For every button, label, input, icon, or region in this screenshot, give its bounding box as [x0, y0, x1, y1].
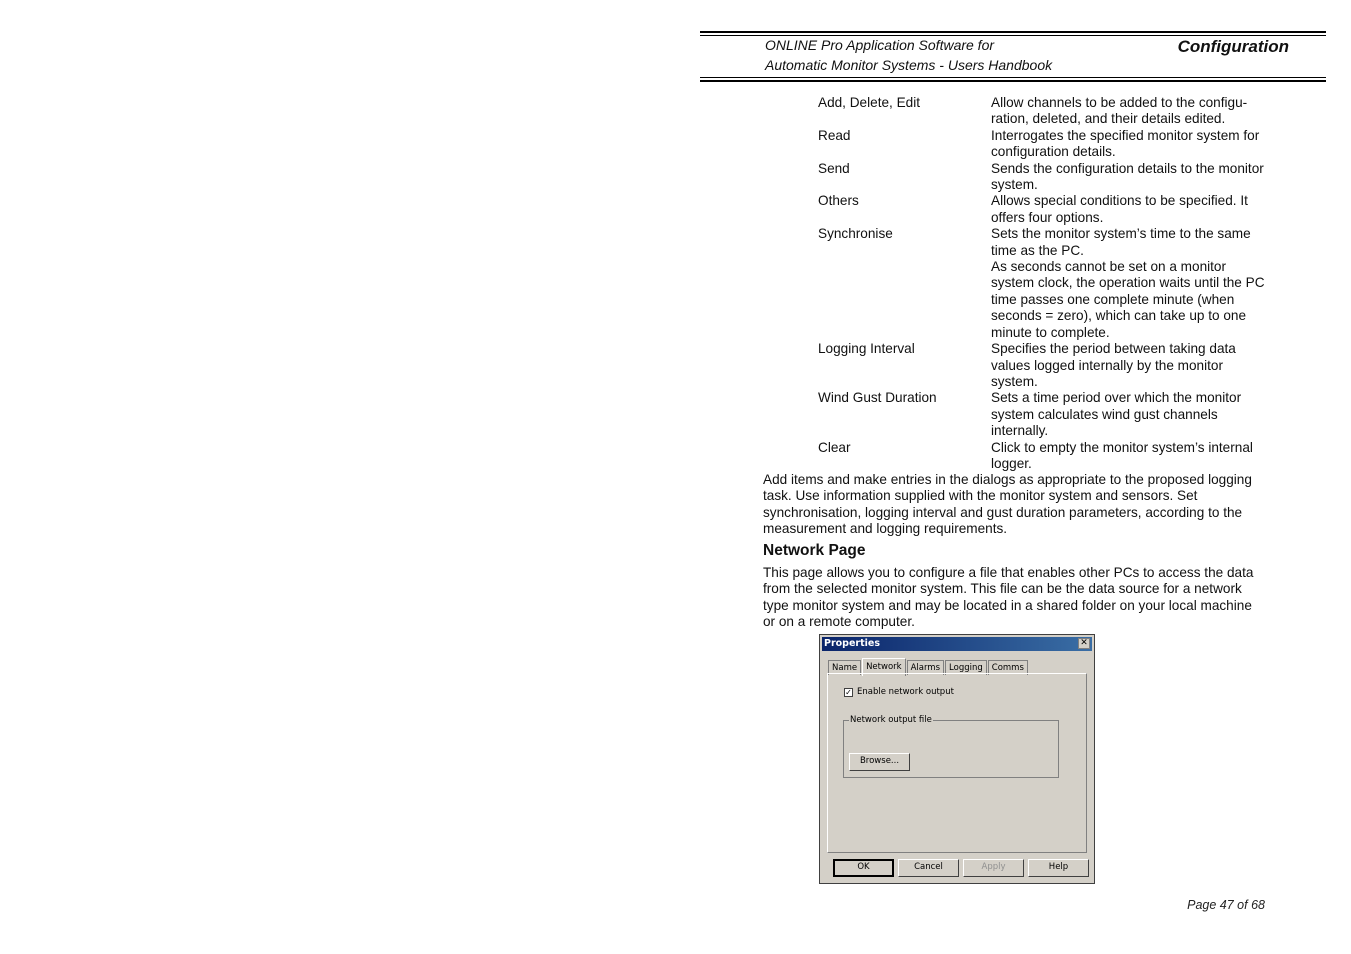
header-rule-bottom-thick: [700, 80, 1326, 82]
header-title-line-2: Automatic Monitor Systems - Users Handbook: [765, 57, 1053, 73]
tab-comms[interactable]: Comms: [988, 660, 1028, 675]
definition-desc: [991, 226, 1268, 341]
definition-text: Allow channels to be added to the configu-ration, deleted, and their details edited.: [991, 95, 1248, 127]
definition-text: Sets a time period over which the monitor system calculates wind gust channels internally.: [991, 390, 1242, 439]
definition-row: [818, 128, 1268, 161]
definition-text: Sets the monitor system’s time to the same time as the PC.: [991, 226, 1251, 258]
network-tab-panel: [827, 673, 1087, 853]
definition-row: [818, 440, 1268, 473]
definition-term: Others: [818, 193, 859, 209]
definition-text: Specifies the period between taking data values logged internally by the monitor system.: [991, 341, 1236, 389]
help-button[interactable]: Help: [1028, 859, 1089, 877]
enable-network-output-label[interactable]: Enable network output: [857, 687, 954, 697]
button-definitions-list: [818, 95, 1268, 472]
header-rule-top-thin: [700, 35, 1326, 36]
header-section-title: Configuration: [1177, 37, 1289, 56]
definition-row: [818, 161, 1268, 194]
enable-network-output-row[interactable]: [844, 687, 954, 697]
properties-dialog: [819, 634, 1095, 884]
definition-text: Allows special conditions to be specified. It offers four options.: [991, 193, 1248, 225]
definition-row: [818, 193, 1268, 226]
tab-alarms[interactable]: Alarms: [907, 660, 944, 675]
definition-row: [818, 390, 1268, 439]
definition-desc: [991, 128, 1268, 161]
definition-row: [818, 95, 1268, 128]
tab-name[interactable]: Name: [828, 660, 861, 675]
definition-desc: [991, 161, 1268, 194]
definition-text: Interrogates the specified monitor system for configuration details.: [991, 127, 1260, 160]
body-paragraph: Add items and make entries in the dialogs as appropriate to the proposed logging task. Use information supplied with the monitor system and sensors. Set synchronisation, logging interval and gust duration parameters, according to the measurement and logging requirements.: [763, 472, 1252, 537]
definition-term: Read: [818, 127, 851, 143]
browse-button[interactable]: Browse...: [849, 753, 910, 771]
header-title-line-1: ONLINE Pro Application Software for: [765, 37, 995, 53]
definition-desc: [991, 440, 1268, 473]
close-icon[interactable]: ✕: [1078, 638, 1090, 649]
definition-text: Sends the configuration details to the monitor system.: [991, 160, 1264, 193]
ok-button[interactable]: OK: [833, 859, 894, 877]
definition-row: [818, 226, 1268, 341]
dialog-title: Properties: [824, 638, 880, 649]
section-heading: Network Page: [763, 542, 866, 559]
page-number: Page 47 of 68: [1187, 898, 1265, 912]
definition-row: [818, 341, 1268, 390]
network-output-file-group: [843, 715, 1059, 778]
definition-term: Logging Interval: [818, 341, 915, 357]
header-rule-top-thick: [700, 31, 1326, 33]
cancel-button[interactable]: Cancel: [898, 859, 959, 877]
definition-desc: [991, 95, 1268, 128]
definition-term: Clear: [818, 439, 851, 455]
dialog-titlebar[interactable]: [822, 637, 1092, 651]
definition-term: Wind Gust Duration: [818, 390, 937, 406]
definition-term: Synchronise: [818, 226, 893, 242]
header-rule-bottom-thin: [700, 77, 1326, 78]
definition-text: Click to empty the monitor system’s internal logger.: [991, 439, 1253, 471]
definition-term: Send: [818, 160, 850, 176]
definition-desc: [991, 193, 1268, 226]
tab-network[interactable]: Network: [862, 658, 906, 676]
definition-text: As seconds cannot be set on a monitor system clock, the operation waits until the PC time passes one complete minute (when seconds = zero), which can take up to one minute to complete.: [991, 259, 1265, 340]
body-paragraph: This page allows you to configure a file that enables other PCs to access the data from the selected monitor system. This file can be the data source for a network type monitor system and may be located in a shared folder on your local machine or on a remote computer.: [763, 565, 1254, 630]
definition-desc: [991, 341, 1268, 390]
group-label: Network output file: [850, 715, 932, 725]
enable-network-output-checkbox[interactable]: ✓: [845, 687, 852, 697]
definition-desc: [991, 390, 1268, 439]
apply-button[interactable]: Apply: [963, 859, 1024, 877]
tab-logging[interactable]: Logging: [945, 660, 987, 675]
document-page: [700, 0, 1351, 954]
definition-term: Add, Delete, Edit: [818, 95, 921, 110]
